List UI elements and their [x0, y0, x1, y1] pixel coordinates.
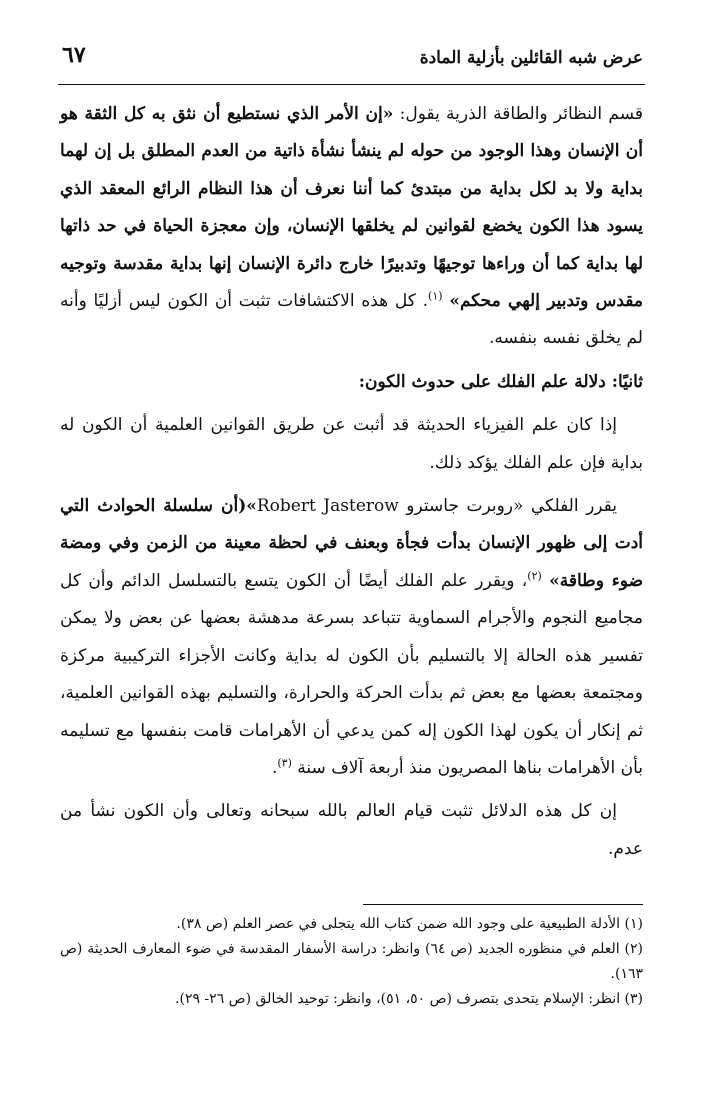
footnote-divider [363, 904, 643, 905]
footnote-ref-2: (٢) [527, 569, 542, 583]
footnote-2: (٢) العلم في منظوره الجديد (ص ٦٤) وانظر: دراسة الأسفار المقدسة في ضوء المعارف الحديثة (ص ١٦٣). [60, 941, 643, 982]
footnotes [60, 912, 643, 1012]
paragraph-3-body: ، ويقرر علم الفلك أيضًا أن الكون يتسع بالتسلسل الدائم وأن كل مجاميع النجوم والأجرام السماوية تتباعد بسرعة مدهشة بعضها عن بعض ولا يمكن تفسير هذه الحالة إلا بالتسليم بأن الكون له بداية وكانت الأجزاء التركيبية مركزة ومجتمعة بعضها مع بعض ثم بدأت الحركة والحرارة، والتسليم بهذه القوانين العلمية، ثم إنكار أن يكون لهذا الكون إله كمن يدعي أن الأهرامات قامت بنفسها مع تسليمه بأن الأهرامات بناها المصريون منذ أربعة آلاف سنة [60, 570, 643, 778]
footnote-1: (١) الأدلة الطبيعية على وجود الله ضمن كتاب الله يتجلى في عصر العلم (ص ٣٨). [176, 916, 643, 932]
paragraph-2: إذا كان علم الفيزياء الحديثة قد أثبت عن طريق القوانين العلمية أن الكون له بداية فإن علم الفلك يؤكد ذلك. [60, 415, 643, 473]
footnote-3: (٣) انظر: الإسلام يتحدى بتصرف (ص ٥٠، ٥١)، وانظر: توحيد الخالق (ص ٢٦- ٢٩). [175, 991, 643, 1007]
paragraph-3-end: . [271, 757, 278, 778]
paragraph-1-conclusion: . كل هذه الاكتشافات تثبت أن الكون ليس أزليًا وأنه لم يخلق نفسه بنفسه. [60, 291, 643, 349]
section-heading: ثانيًا: دلالة علم الفلك على حدوث الكون: [358, 371, 643, 392]
footnote-ref-3: (٣) [277, 756, 292, 770]
paragraph-1 [60, 96, 643, 358]
quote-2: »(أن سلسلة الحوادث التي أدت إلى ظهور الإنسان بدأت فجأة وبعنف في لحظة معينة من الزمن وفي ومضة ضوء وطاقة» [60, 496, 644, 591]
paragraph-4: إن كل هذه الدلائل تثبت قيام العالم بالله سبحانه وتعالى وأن الكون نشأ من عدم. [60, 801, 643, 859]
header-divider [58, 84, 645, 85]
author-latin-name: Robert Jasterow [256, 496, 399, 517]
running-title: عرض شبه القائلين بأزلية المادة [419, 48, 643, 68]
paragraph-1-intro: قسم النظائر والطاقة الذرية يقول: [393, 104, 644, 124]
body-text [60, 96, 643, 874]
paragraph-3 [60, 488, 643, 787]
quote-1: «إن الأمر الذي نستطيع أن نثق به كل الثقة هو أن الإنسان وهذا الوجود من حوله لم ينشأ نشأة ذاتية من العدم المطلق بل إن لهما بداية ولا بد لكل بداية من مبتدئ كما أننا نعرف أن هذا النظام الرائع المعقد الذي يسود هذا الكون يخضع لقوانين لم يخلقها الإنسان، وإن معجزة الحياة في حد ذاتها لها بداية كما أن وراءها توجيهًا وتدبيرًا خارج دائرة الإنسان إنها بداية مقدسة وتوجيه مقدس وتدبير إلهي محكم» [60, 104, 644, 312]
page-header [60, 38, 643, 84]
page-number: ٦٧ [62, 42, 86, 68]
footnote-ref-1: (١) [428, 289, 443, 303]
paragraph-3-intro: يقرر الفلكي «روبرت جاسترو [398, 496, 617, 517]
